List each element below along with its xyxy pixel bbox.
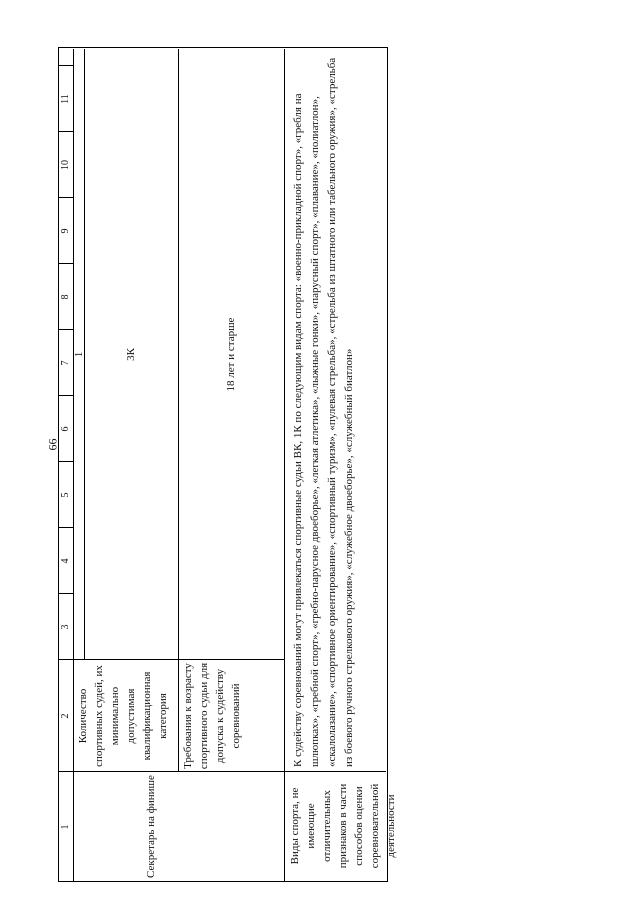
rotated-page <box>58 47 397 882</box>
row-title-cell: Виды спорта, не имеющие отличительных признаков в части способов оценки соревновательной деятельности <box>289 783 397 869</box>
header-cell: 8 <box>60 294 71 300</box>
header-cell: 7 <box>60 360 71 366</box>
page-number: 66 <box>45 438 60 451</box>
header-cell: 10 <box>60 160 71 170</box>
header-cell: 3 <box>60 624 71 630</box>
header-cell: 9 <box>60 228 71 234</box>
header-cell: 6 <box>60 426 71 432</box>
value-cell: 3К <box>125 348 138 361</box>
header-cell: 11 <box>60 94 71 104</box>
value-cell: 18 лет и старше <box>225 317 238 392</box>
row-title-cell: Секретарь на финише <box>145 775 157 878</box>
criteria-cell: Требования к возрасту спортивного судьи для допуска к судейству соревнований <box>182 662 242 770</box>
header-cell: 4 <box>60 558 71 564</box>
text-cell: К судейству соревнований могут привлекаться спортивные судьи ВК, 1К по следующим видам спорта: «военно-прикладной спорт», «гребля на шлюпках», «гребной спорт», «гребно-парусное двоеборье», «легкая атлетика», «лыжные гонки», «парусный спорт», «плавание», «полиатлон», «скалолазание», «спортивное ориентирование», «спортивный туризм», «пулевая стрельба», «стрельба из штатного или табельного оружия», «стрельба из боевого ручного стрелкового оружия», «служебное двоеборье», «служебный биатлон» <box>292 57 356 767</box>
table <box>58 47 397 882</box>
divider <box>284 49 285 882</box>
header-cell: 1 <box>60 824 71 830</box>
divider <box>58 771 386 772</box>
header-cell: 2 <box>60 713 71 719</box>
criteria-cell: Количество спортивных судей, их минимально допустимая квалификационная категория <box>77 665 169 767</box>
value-cell: 1 <box>72 351 85 358</box>
header-cell: 5 <box>60 492 71 498</box>
